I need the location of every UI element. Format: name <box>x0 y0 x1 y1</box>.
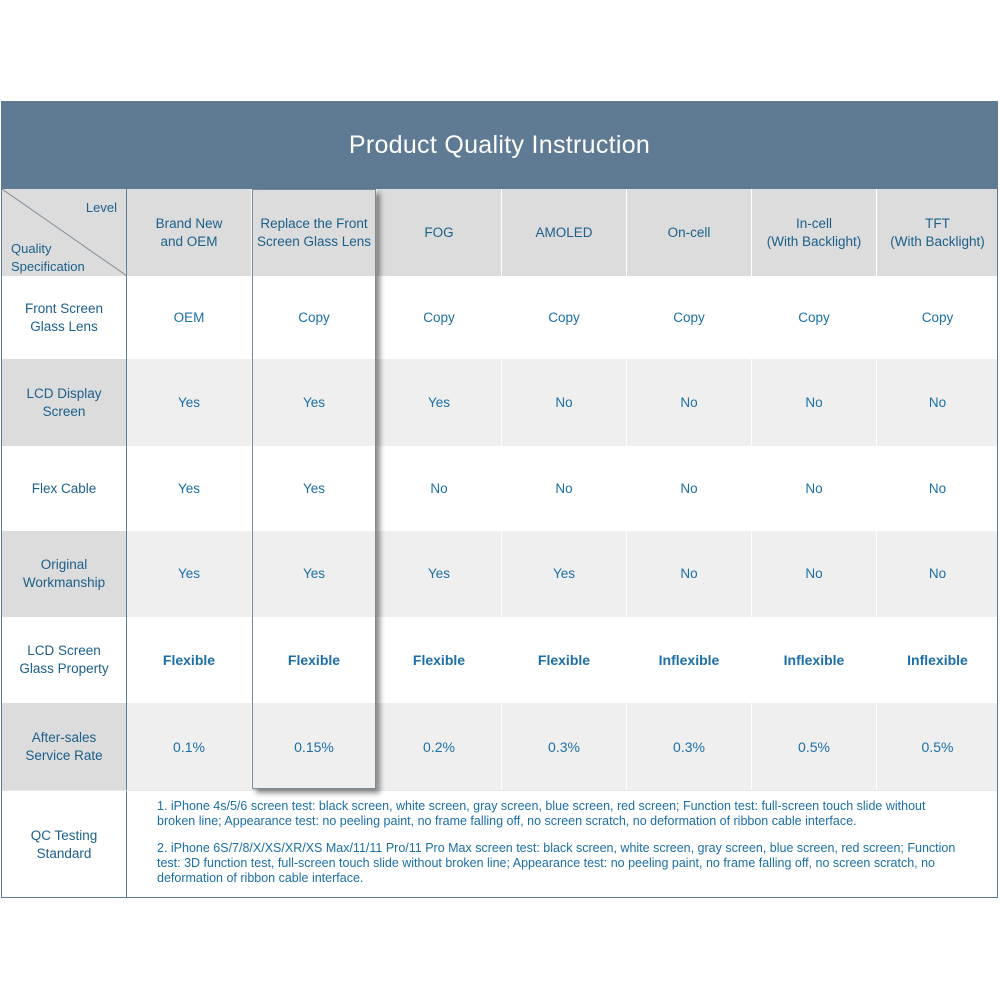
table-cell <box>377 703 502 790</box>
cell-value: Copy <box>673 309 705 325</box>
corner-specification-label: Specification <box>11 259 85 274</box>
cell-value: Yes <box>427 394 451 410</box>
table-cell <box>127 531 252 617</box>
cell-value: No <box>805 394 823 410</box>
cell-value: Copy <box>423 309 455 325</box>
cell-value: Inflexible <box>907 652 968 668</box>
column-header-2-line2: Screen Glass Lens <box>256 233 372 249</box>
cell-value: No <box>680 394 698 410</box>
cell-value: Flexible <box>537 652 591 668</box>
table-cell <box>877 531 998 617</box>
row-label-4 <box>2 531 127 617</box>
corner-level-label: Level <box>85 200 117 215</box>
table-cell <box>627 446 752 531</box>
column-header-2-line1: Replace the Front <box>260 215 368 231</box>
cell-value: 0.3% <box>673 738 705 755</box>
table-cell <box>752 617 877 703</box>
cell-value: No <box>680 480 698 496</box>
row-label-4-line2: Workmanship <box>22 575 106 590</box>
column-header-2 <box>252 189 377 276</box>
cell-value: Inflexible <box>658 652 720 668</box>
table-cell <box>252 276 377 359</box>
column-header-6-line1: In-cell <box>795 215 832 231</box>
cell-value: No <box>555 394 573 410</box>
page-title: Product Quality Instruction <box>348 131 651 159</box>
qc-label-line1: QC Testing <box>30 828 98 843</box>
row-label-6-line1: After-sales <box>31 729 97 745</box>
table-cell <box>627 617 752 703</box>
cell-value: 0.3% <box>548 738 580 755</box>
title-bar <box>2 102 997 189</box>
cell-value: Yes <box>302 566 326 581</box>
cell-value: No <box>928 394 947 410</box>
cell-value: Inflexible <box>783 652 845 668</box>
table-cell <box>252 703 377 790</box>
quality-table <box>1 101 998 898</box>
row-label-1-line1: Front Screen <box>24 300 104 316</box>
table-cell <box>252 446 377 531</box>
table-cell <box>252 617 377 703</box>
cell-value: No <box>805 480 823 496</box>
table-cell <box>877 446 998 531</box>
column-header-1-line2: and OEM <box>160 233 218 249</box>
column-header-6 <box>752 189 877 276</box>
row-label-4-line1: Original <box>40 557 88 572</box>
row-label-3-line1: Flex Cable <box>31 480 97 496</box>
row-label-2 <box>2 359 127 446</box>
table-cell <box>252 531 377 617</box>
row-label-5-line2: Glass Property <box>19 661 109 676</box>
column-header-6-line2: (With Backlight) <box>766 233 862 249</box>
table-cell <box>627 703 752 790</box>
cell-value: Yes <box>302 480 326 496</box>
table-cell <box>502 703 627 790</box>
table-cell <box>627 531 752 617</box>
cell-value: 0.5% <box>921 738 954 755</box>
table-cell <box>127 617 252 703</box>
row-label-1 <box>2 276 127 359</box>
table-cell <box>127 446 252 531</box>
qc-label <box>2 791 127 898</box>
column-header-3-line1: FOG <box>424 224 454 240</box>
column-header-5-line1: On-cell <box>667 224 711 240</box>
header-row <box>2 189 997 276</box>
table-cell <box>502 617 627 703</box>
column-header-5 <box>627 189 752 276</box>
table-cell <box>627 359 752 446</box>
cell-value: 0.2% <box>423 738 455 755</box>
table-cell <box>502 531 627 617</box>
qc-paragraph-p2: 2. iPhone 6S/7/8/X/XS/XR/XS Max/11/11 Pro/11 Pro Max screen test: black screen, white screen, gray screen, blue screen, red screen; Function test: 3D function test, full-screen touch slide without broken line; Appearance test: no peeling paint, no frame falling off, no screen scratch, no deformation of ribbon cable interface. <box>157 841 956 885</box>
table-cell <box>877 617 998 703</box>
table-cell <box>627 276 752 359</box>
table-row <box>2 703 997 790</box>
cell-value: No <box>928 480 947 496</box>
qc-label-line2: Standard <box>36 846 92 861</box>
cell-value: Flexible <box>287 652 341 668</box>
cell-value: Yes <box>302 394 326 410</box>
column-header-7-line2: (With Backlight) <box>890 233 985 249</box>
table-cell <box>252 359 377 446</box>
cell-value: Yes <box>177 394 201 410</box>
table-cell <box>877 276 998 359</box>
table-row <box>2 617 997 703</box>
cell-value: Copy <box>921 309 954 325</box>
table-cell <box>377 446 502 531</box>
row-label-5-line1: LCD Screen <box>27 643 101 658</box>
cell-value: 0.5% <box>798 738 830 755</box>
cell-value: No <box>555 480 573 496</box>
corner-cell <box>2 189 127 276</box>
cell-value: No <box>430 480 448 496</box>
table-row <box>2 276 997 359</box>
cell-value: Yes <box>177 566 201 581</box>
column-header-1-line1: Brand New <box>155 215 223 231</box>
corner-quality-label: Quality <box>11 241 52 256</box>
table-cell <box>127 703 252 790</box>
column-header-4 <box>502 189 627 276</box>
table-cell <box>377 359 502 446</box>
qc-row <box>2 790 997 898</box>
row-label-1-line2: Glass Lens <box>30 318 98 334</box>
table-cell <box>752 446 877 531</box>
table-cell <box>377 276 502 359</box>
cell-value: Yes <box>552 566 576 581</box>
table-cell <box>127 276 252 359</box>
table-cell <box>502 276 627 359</box>
column-header-7 <box>877 189 998 276</box>
table-cell <box>752 276 877 359</box>
table-cell <box>752 703 877 790</box>
table-cell <box>127 359 252 446</box>
cell-value: Flexible <box>162 652 216 668</box>
table-row <box>2 446 997 531</box>
row-label-6-line2: Service Rate <box>25 747 103 763</box>
cell-value: Copy <box>298 309 330 325</box>
cell-value: Copy <box>548 309 580 325</box>
row-label-2-line1: LCD Display <box>26 385 102 401</box>
table-cell <box>877 703 998 790</box>
column-header-4-line1: AMOLED <box>535 224 593 240</box>
column-header-3 <box>377 189 502 276</box>
table-row <box>2 359 997 446</box>
row-label-5 <box>2 617 127 703</box>
qc-description <box>157 799 957 898</box>
column-header-7-line1: TFT <box>925 215 950 231</box>
cell-value: 0.15% <box>294 738 334 755</box>
cell-value: Yes <box>177 480 201 496</box>
table-cell <box>752 531 877 617</box>
table-row <box>2 531 997 617</box>
table-cell <box>502 359 627 446</box>
row-label-3 <box>2 446 127 531</box>
qc-paragraph-p1: 1. iPhone 4s/5/6 screen test: black screen, white screen, gray screen, blue screen, red screen; Function test: full-screen touch slide without broken line; Appearance test: no peeling paint, no frame falling off, no screen scratch, no deformation of ribbon cable interface. <box>157 799 926 828</box>
cell-value: No <box>928 566 947 581</box>
cell-value: OEM <box>173 309 205 325</box>
table-cell <box>377 617 502 703</box>
cell-value: No <box>680 566 698 581</box>
cell-value: Yes <box>427 566 451 581</box>
column-header-1 <box>127 189 252 276</box>
row-label-2-line2: Screen <box>42 403 86 419</box>
cell-value: No <box>805 566 823 581</box>
cell-value: Copy <box>798 309 830 325</box>
table-cell <box>752 359 877 446</box>
table-cell <box>502 446 627 531</box>
cell-value: Flexible <box>412 652 466 668</box>
row-label-6 <box>2 703 127 790</box>
table-cell <box>877 359 998 446</box>
cell-value: 0.1% <box>173 738 205 755</box>
table-cell <box>377 531 502 617</box>
